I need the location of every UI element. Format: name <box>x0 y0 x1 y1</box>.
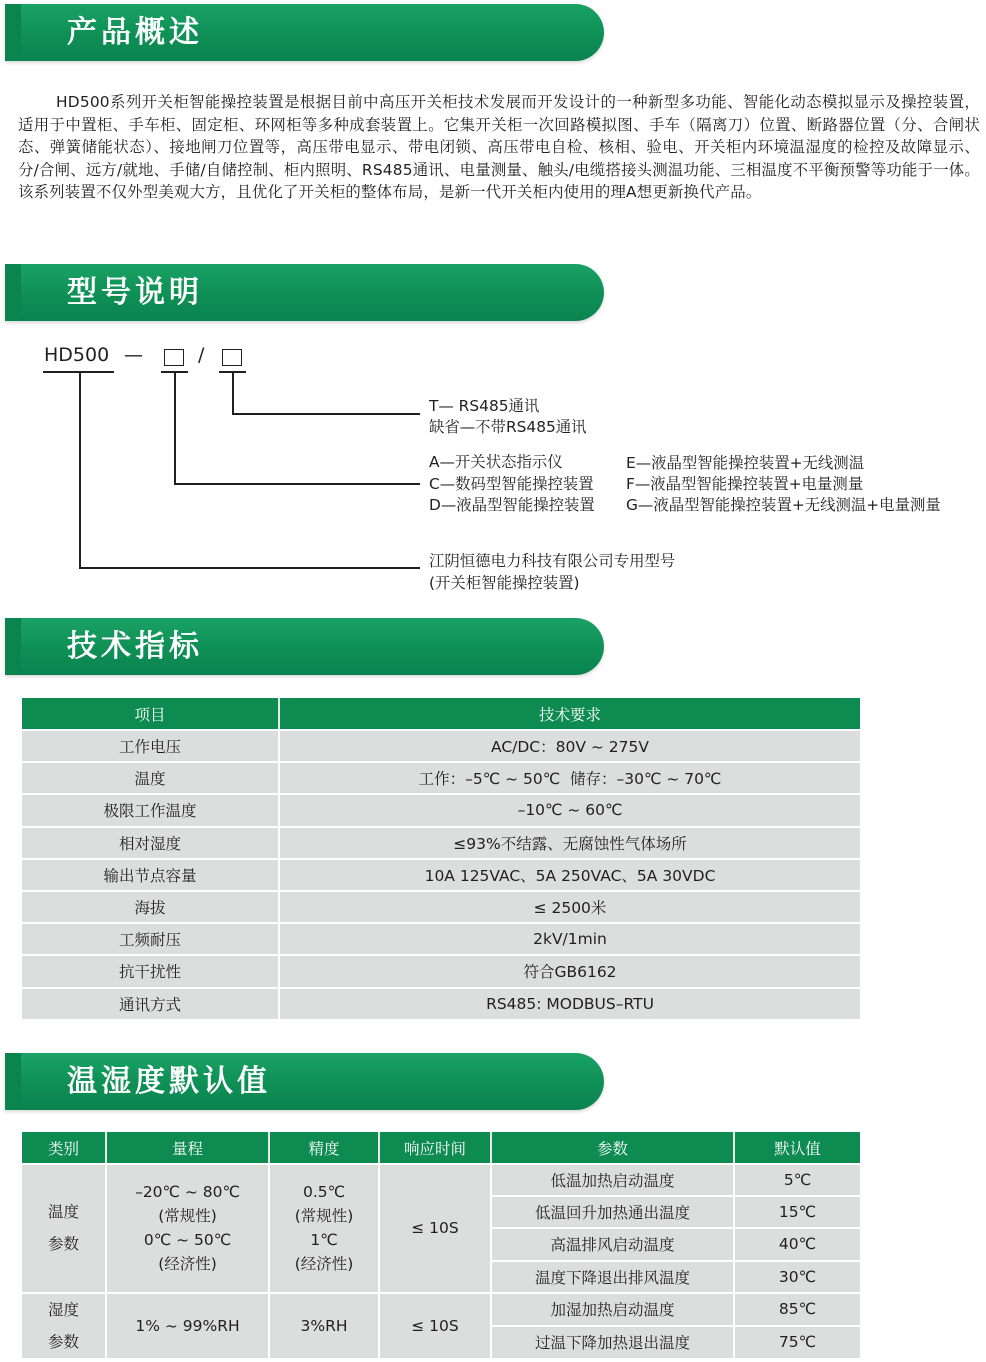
cell-parameter: 低温回升加热通出温度 <box>491 1196 734 1228</box>
header-response-time: 响应时间 <box>379 1132 491 1164</box>
cell-precision-temperature: 0.5℃ (常规性) 1℃ (经济性) <box>269 1164 379 1293</box>
model-dash: — <box>124 344 143 366</box>
header-default-value: 默认值 <box>734 1132 860 1164</box>
cell-item: 极限工作温度 <box>22 794 279 826</box>
option-box-2 <box>222 349 242 366</box>
cell-parameter: 温度下降退出排风温度 <box>491 1261 734 1293</box>
option-a-label: A—开关状态指示仪 <box>429 453 563 471</box>
cell-item: 温度 <box>22 762 279 794</box>
cell-parameter: 低温加热启动温度 <box>491 1164 734 1196</box>
cell-default-value: 15℃ <box>734 1196 860 1228</box>
cell-requirement: 2kV/1min <box>279 923 860 955</box>
header-range: 量程 <box>106 1132 269 1164</box>
model-code: HD500 <box>44 344 110 366</box>
cell-precision-humidity: 3%RH <box>269 1293 379 1359</box>
leader-line-base-vertical <box>79 372 81 568</box>
option-t-default-label: 缺省—不带RS485通讯 <box>429 418 587 436</box>
cell-range-humidity: 1% ~ 99%RH <box>106 1293 269 1359</box>
model-slash: / <box>198 344 205 366</box>
cell-default-value: 30℃ <box>734 1261 860 1293</box>
option-f-label: F—液晶型智能操控装置+电量测量 <box>626 475 864 493</box>
cell-response-temperature: ≤ 10S <box>379 1164 491 1293</box>
spec-table-header <box>22 698 860 730</box>
table-row <box>22 891 860 923</box>
cell-item: 工作电压 <box>22 730 279 762</box>
cell-range-temperature: –20℃ ~ 80℃ (常规性) 0℃ ~ 50℃ (经济性) <box>106 1164 269 1293</box>
option-c-label: C—数码型智能操控装置 <box>429 475 594 493</box>
base-model-sublabel: (开关柜智能操控装置) <box>429 574 580 592</box>
table-row <box>22 859 860 891</box>
overview-paragraph: HD500系列开关柜智能操控装置是根据目前中高压开关柜技术发展而开发设计的一种新型多功能、智能化动态模拟显示及操控装置，适用于中置柜、手车柜、固定柜、环网柜等多种成套装置上。它集开关柜一次回路模拟图、手车（隔离刀）位置、断路器位置（分、合闸状态、弹簧储能状态）、接地闸刀位置等，高压带电显示、带电闭锁、高压带电自检、核相、验电、开关柜内环境温湿度的检控及故障显示、分/合闸、远方/就地、手储/自储控制、柜内照明、RS485通讯、电量测量、触头/电缆搭接头测温功能、三相温度不平衡预警等功能于一体。该系列装置不仅外型美观大方，且优化了开关柜的整体布局，是新一代开关柜内使用的理A想更新换代产品。 <box>18 93 980 202</box>
base-model-label: 江阴恒德电力科技有限公司专用型号 <box>429 552 676 570</box>
defaults-table <box>22 1132 860 1360</box>
cell-requirement: –10℃ ~ 60℃ <box>279 794 860 826</box>
table-row <box>22 794 860 826</box>
cell-category-humidity: 湿度 参数 <box>22 1293 106 1359</box>
option-d-label: D—液晶型智能操控装置 <box>429 496 595 514</box>
cell-default-value: 5℃ <box>734 1164 860 1196</box>
defaults-table-header <box>22 1132 860 1164</box>
option-box-1 <box>164 349 184 366</box>
cell-default-value: 40℃ <box>734 1228 860 1260</box>
header-category: 类别 <box>22 1132 106 1164</box>
table-row <box>22 827 860 859</box>
table-row <box>22 988 860 1020</box>
table-row <box>22 923 860 955</box>
spec-table <box>22 698 860 1021</box>
cell-requirement: AC/DC：80V ~ 275V <box>279 730 860 762</box>
leader-line-t-horizontal <box>232 413 420 415</box>
section-title-defaults: 温湿度默认值 <box>5 1053 604 1110</box>
cell-requirement: ≤93%不结露、无腐蚀性气体场所 <box>279 827 860 859</box>
cell-requirement: ≤ 2500米 <box>279 891 860 923</box>
cell-requirement: 工作：–5℃ ~ 50℃ 储存：–30℃ ~ 70℃ <box>279 762 860 794</box>
cell-requirement: 符合GB6162 <box>279 955 860 987</box>
cell-default-value: 75℃ <box>734 1326 860 1359</box>
header-parameter: 参数 <box>491 1132 734 1164</box>
cell-category-temperature: 温度 参数 <box>22 1164 106 1293</box>
cell-parameter: 过温下降加热退出温度 <box>491 1326 734 1359</box>
cell-requirement: 10A 125VAC、5A 250VAC、5A 30VDC <box>279 859 860 891</box>
table-row <box>22 730 860 762</box>
cell-item: 输出节点容量 <box>22 859 279 891</box>
cell-item: 相对湿度 <box>22 827 279 859</box>
table-row <box>22 762 860 794</box>
header-precision: 精度 <box>269 1132 379 1164</box>
option-e-label: E—液晶型智能操控装置+无线测温 <box>626 454 865 472</box>
section-title-model: 型号说明 <box>5 264 604 321</box>
table-row <box>22 1293 860 1326</box>
cell-response-humidity: ≤ 10S <box>379 1293 491 1359</box>
leader-line-type-vertical <box>174 372 176 484</box>
cell-item: 工频耐压 <box>22 923 279 955</box>
option-g-label: G—液晶型智能操控装置+无线测温+电量测量 <box>626 496 941 514</box>
header-requirement: 技术要求 <box>279 698 860 730</box>
cell-default-value: 85℃ <box>734 1293 860 1326</box>
cell-item: 海拔 <box>22 891 279 923</box>
leader-line-base-horizontal <box>79 567 420 569</box>
section-title-overview: 产品概述 <box>5 4 604 61</box>
option-t-label: T— RS485通讯 <box>429 397 540 415</box>
section-title-spec: 技术指标 <box>5 618 604 675</box>
leader-line-t-vertical <box>232 372 234 414</box>
table-row <box>22 955 860 987</box>
cell-parameter: 高温排风启动温度 <box>491 1228 734 1260</box>
leader-line-type-horizontal <box>174 483 420 485</box>
cell-parameter: 加湿加热启动温度 <box>491 1293 734 1326</box>
table-row <box>22 1164 860 1196</box>
cell-item: 抗干扰性 <box>22 955 279 987</box>
cell-requirement: RS485: MODBUS–RTU <box>279 988 860 1020</box>
cell-item: 通讯方式 <box>22 988 279 1020</box>
header-item: 项目 <box>22 698 279 730</box>
